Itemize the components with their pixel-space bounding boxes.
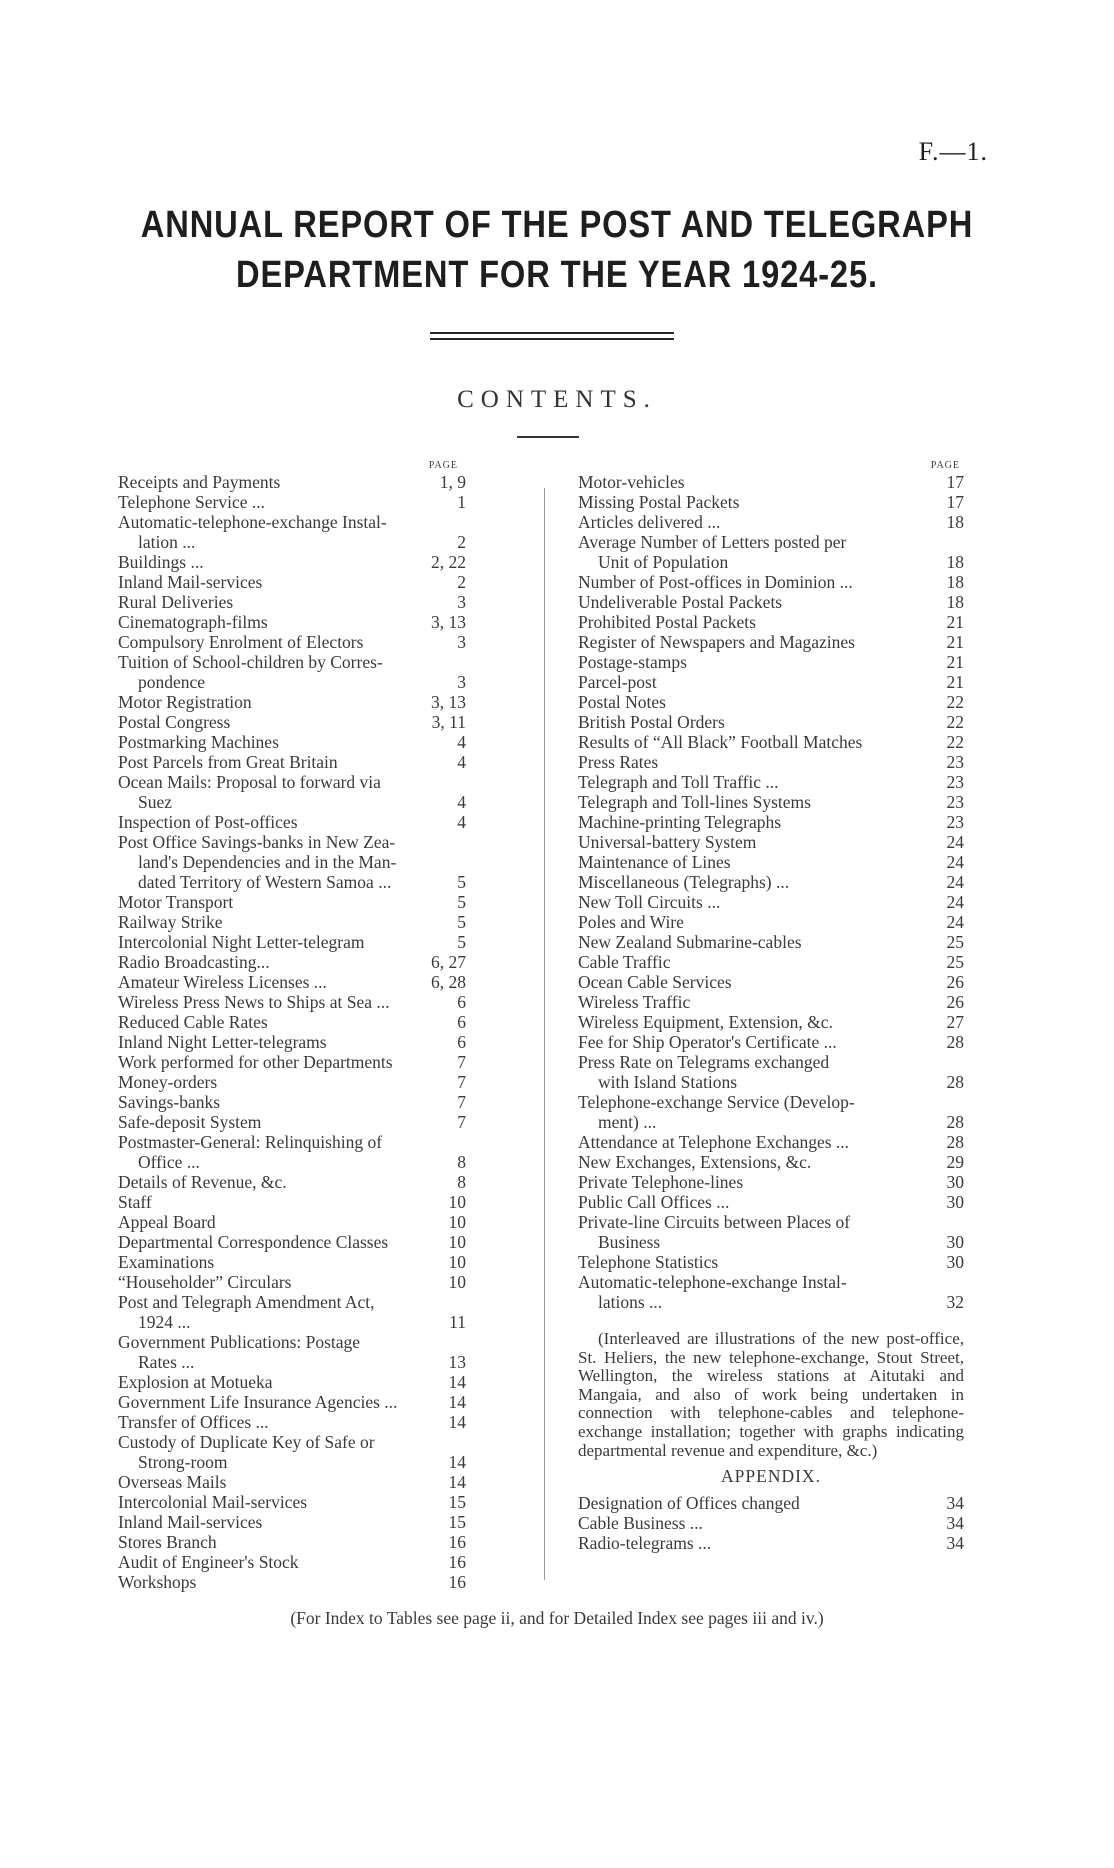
contents-entry [118,632,466,652]
entry-title: Radio-telegrams ... [578,1533,712,1554]
entry-title: Government Life Insurance Agencies ... [118,1392,398,1412]
entry-page: 16 [448,1532,466,1552]
entry-page: 7 [457,1072,466,1092]
entry-page: 18 [946,512,964,532]
entry-title: Staff [118,1192,152,1212]
entry-title: Workshops [118,1572,197,1592]
contents-entry [578,952,964,972]
entry-page: 2 [457,572,466,592]
entry-page: 4 [457,752,466,772]
entry-page: 4 [457,812,466,832]
contents-entry [118,932,466,952]
contents-entry [118,1052,466,1072]
report-title-line-1: ANNUAL REPORT OF THE POST AND TELEGRAPH [140,204,974,246]
contents-entry [118,1072,466,1092]
page-column-label: PAGE [428,460,458,471]
entry-title: New Exchanges, Extensions, &c. [578,1152,812,1172]
entry-title: Motor Registration [118,692,252,712]
contents-entry [578,812,964,832]
contents-entry [578,892,964,912]
entry-title: Appeal Board [118,1212,216,1232]
entry-title: Press Rate on Telegrams exchanged with Island Stations [578,1052,930,1092]
contents-entry [118,1412,466,1432]
entry-title: Audit of Engineer's Stock [118,1552,299,1572]
entry-page: 6, 28 [431,972,466,992]
entry-page: 10 [448,1212,466,1232]
entry-page: 5 [457,872,466,892]
contents-entry [578,532,964,572]
contents-entry [578,972,964,992]
entry-title: Motor Transport [118,892,234,912]
entry-title: Transfer of Offices ... [118,1412,269,1432]
entry-title: Missing Postal Packets [578,492,740,512]
entry-page: 28 [946,1132,964,1152]
page-reference: F.—1. [918,137,988,166]
entry-page: 10 [448,1272,466,1292]
entry-title: Work performed for other Departments [118,1052,393,1072]
entry-title: Inland Night Letter-telegrams [118,1032,327,1052]
contents-entry [118,812,466,832]
entry-page: 3, 11 [431,712,466,732]
entry-title: Rural Deliveries [118,592,234,612]
entry-page: 6 [457,1012,466,1032]
entry-page: 13 [448,1352,466,1372]
entry-title: Private-line Circuits between Places of Business [578,1212,930,1252]
contents-entry [118,1192,466,1212]
entry-title: Postage-stamps [578,652,687,672]
entry-title: Departmental Correspondence Classes [118,1232,389,1252]
contents-entry [118,1212,466,1232]
contents-entry [578,1052,964,1092]
entry-title: Undeliverable Postal Packets [578,592,783,612]
entry-page: 2 [457,532,466,552]
entry-page: 23 [946,812,964,832]
entry-title: Inspection of Post-offices [118,812,298,832]
entry-page: 30 [946,1192,964,1212]
entry-page: 29 [946,1152,964,1172]
contents-entry [118,1372,466,1392]
entry-page: 10 [448,1232,466,1252]
contents-entry [118,952,466,972]
entry-title-continuation: lation ... [138,532,196,552]
contents-entry [578,572,964,592]
entry-page: 14 [448,1412,466,1432]
entry-page: 28 [946,1112,964,1132]
entry-title: New Toll Circuits ... [578,892,721,912]
entry-title-continuation: Suez [138,792,173,812]
contents-entry [118,1032,466,1052]
entry-title: Reduced Cable Rates [118,1012,268,1032]
entry-title: Prohibited Postal Packets [578,612,756,632]
contents-entry [578,1252,964,1272]
contents-entry [118,732,466,752]
interleaved-note: (Interleaved are illustrations of the new post-office, St. Heliers, the new telephone-exchange, Stout Street, Wellington, the wireless stations at Aitutaki and Mangaia, and also of work being undertaken in connection with telephone-cables and telephone-exchange installation; together with graphs indicating departmental revenue and expenditure, &c.) [578,1329,964,1460]
entry-title: Amateur Wireless Licenses ... [118,972,327,992]
entry-title: Private Telephone-lines [578,1172,744,1192]
entry-title: Examinations [118,1252,215,1272]
contents-entry [118,832,466,892]
entry-title-continuation: pondence [138,672,206,692]
entry-title: Machine-printing Telegraphs [578,812,782,832]
contents-entry [578,1212,964,1252]
entry-page: 34 [946,1513,964,1534]
entry-title: Telephone-exchange Service (Develop- ment) ... [578,1092,930,1132]
entry-title-continuation: with Island Stations [598,1072,738,1092]
contents-entry [578,912,964,932]
contents-entry [578,1012,964,1032]
contents-entry [578,992,964,1012]
entry-page: 30 [946,1232,964,1252]
contents-entry [578,612,964,632]
column-divider [544,488,545,1580]
entry-title-continuation: Business [598,1232,661,1252]
contents-entry [118,1552,466,1572]
entry-page: 34 [946,1533,964,1554]
entry-page: 8 [457,1172,466,1192]
entry-page: 34 [946,1493,964,1514]
contents-entry [578,712,964,732]
contents-entry [118,1512,466,1532]
contents-entry [578,1132,964,1152]
contents-entry [118,772,466,812]
entry-page: 6 [457,1032,466,1052]
contents-entry [578,632,964,652]
entry-title: Safe-deposit System [118,1112,262,1132]
entry-title: Register of Newspapers and Magazines [578,632,855,652]
contents-entry [118,992,466,1012]
entry-title: Stores Branch [118,1532,217,1552]
entry-page: 14 [448,1452,466,1472]
entry-page: 15 [448,1492,466,1512]
contents-entry [578,652,964,672]
contents-entry [118,1532,466,1552]
entry-page: 14 [448,1372,466,1392]
entry-page: 3 [457,672,466,692]
entry-title-continuation: land's Dependencies and in the Man- dated Territory of Western Samoa ... [138,852,397,892]
contents-entry [118,912,466,932]
entry-title: Telegraph and Toll-lines Systems [578,792,811,812]
entry-title: Intercolonial Night Letter-telegram [118,932,365,952]
entry-page: 22 [946,712,964,732]
title-rule-bottom [430,338,674,340]
entry-page: 21 [946,672,964,692]
entry-title: Cinematograph-films [118,612,268,632]
entry-page: 25 [946,952,964,972]
right-entry-list [578,472,964,1312]
entry-page: 16 [448,1572,466,1592]
entry-title: Cable Business ... [578,1513,703,1534]
contents-entry [118,652,466,692]
entry-title: Ocean Mails: Proposal to forward via Suez [118,772,432,812]
entry-page: 14 [448,1392,466,1412]
contents-entry [578,472,964,492]
entry-page: 25 [946,932,964,952]
entry-title: Number of Post-offices in Dominion ... [578,572,853,592]
appendix-entry-list [578,1493,964,1553]
entry-page: 23 [946,792,964,812]
entry-page: 28 [946,1032,964,1052]
title-rule-top [430,332,674,334]
entry-page: 24 [946,872,964,892]
entry-page: 10 [448,1192,466,1212]
left-entry-list [118,472,466,1592]
entry-title-continuation: Rates ... [138,1352,195,1372]
report-title [78,200,1036,300]
entry-page: 21 [946,612,964,632]
entry-title: Average Number of Letters posted per Unit of Population [578,532,930,572]
entry-title: Wireless Equipment, Extension, &c. [578,1012,833,1032]
contents-entry [118,972,466,992]
footer-note: (For Index to Tables see page ii, and for Detailed Index see pages iii and iv.) [290,1608,824,1628]
entry-page: 18 [946,552,964,572]
entry-page: 30 [946,1252,964,1272]
contents-entry [578,492,964,512]
contents-entry [118,1112,466,1132]
entry-title: Post and Telegraph Amendment Act, 1924 ... [118,1292,432,1332]
entry-page: 3, 13 [431,612,466,632]
entry-page: 17 [946,492,964,512]
entry-page: 24 [946,892,964,912]
entry-title: Telephone Statistics [578,1252,719,1272]
entry-title: Buildings ... [118,552,204,572]
entry-title: Universal-battery System [578,832,757,852]
contents-entry [118,472,466,492]
entry-page: 24 [946,832,964,852]
entry-title-continuation: Unit of Population [598,552,729,572]
entry-title: Intercolonial Mail-services [118,1492,308,1512]
contents-entry [578,592,964,612]
entry-page: 11 [449,1312,466,1332]
entry-page: 5 [457,912,466,932]
contents-entry [118,712,466,732]
contents-entry [118,572,466,592]
contents-entry [118,1332,466,1372]
contents-entry [578,1032,964,1052]
contents-entry [118,1012,466,1032]
entry-page: 6 [457,992,466,1012]
entry-title: Ocean Cable Services [578,972,732,992]
entry-page: 18 [946,592,964,612]
entry-title: Designation of Offices changed [578,1493,800,1514]
contents-entry [118,1432,466,1472]
contents-entry [578,772,964,792]
entry-page: 6, 27 [431,952,466,972]
contents-entry [118,552,466,572]
contents-entry [118,1292,466,1332]
entry-title: Wireless Press News to Ships at Sea ... [118,992,390,1012]
contents-entry [578,1493,964,1513]
entry-title: Custody of Duplicate Key of Safe or Strong-room [118,1432,432,1472]
entry-title: Miscellaneous (Telegraphs) ... [578,872,790,892]
entry-page: 30 [946,1172,964,1192]
contents-entry [118,492,466,512]
entry-title-continuation: Strong-room [138,1452,228,1472]
contents-entry [578,1513,964,1533]
entry-page: 7 [457,1052,466,1072]
contents-entry [578,1533,964,1553]
contents-entry [578,1152,964,1172]
entry-title: Motor-vehicles [578,472,685,492]
entry-page: 8 [457,1152,466,1172]
entry-title: Press Rates [578,752,659,772]
entry-title: Postal Congress [118,712,231,732]
entry-title: Poles and Wire [578,912,684,932]
entry-page: 17 [946,472,964,492]
entry-title: Attendance at Telephone Exchanges ... [578,1132,850,1152]
report-title-line-2: DEPARTMENT FOR THE YEAR 1924-25. [236,254,878,296]
contents-entry [578,932,964,952]
contents-entry [118,1272,466,1292]
contents-entry [118,1232,466,1252]
entry-title: Maintenance of Lines [578,852,731,872]
entry-title: Postmarking Machines [118,732,279,752]
entry-title: Automatic-telephone-exchange Instal- lations ... [578,1272,930,1312]
contents-entry [118,1492,466,1512]
entry-page: 32 [946,1292,964,1312]
entry-page: 3, 13 [431,692,466,712]
entry-title: Post Office Savings-banks in New Zea- land's Dependencies and in the Man- dated Territory of Western Samoa ... [118,832,432,892]
entry-title: Telephone Service ... [118,492,265,512]
entry-title: Telegraph and Toll Traffic ... [578,772,779,792]
contents-left-column [118,460,466,1592]
entry-page: 3 [457,592,466,612]
entry-page: 14 [448,1472,466,1492]
entry-page: 24 [946,852,964,872]
entry-page: 24 [946,912,964,932]
entry-title: Tuition of School-children by Corres- pondence [118,652,432,692]
entry-title: Fee for Ship Operator's Certificate ... [578,1032,837,1052]
entry-title: Cable Traffic [578,952,671,972]
contents-entry [118,1572,466,1592]
entry-page: 1, 9 [439,472,466,492]
entry-page: 4 [457,792,466,812]
entry-page: 16 [448,1552,466,1572]
entry-page: 2, 22 [431,552,466,572]
entry-title: Explosion at Motueka [118,1372,273,1392]
entry-title: Results of “All Black” Football Matches [578,732,863,752]
page-column-label: PAGE [930,460,960,471]
entry-title: Compulsory Enrolment of Electors [118,632,364,652]
entry-title: Public Call Offices ... [578,1192,730,1212]
entry-page: 27 [946,1012,964,1032]
contents-entry [578,1172,964,1192]
contents-entry [578,692,964,712]
contents-entry [118,892,466,912]
entry-page: 26 [946,972,964,992]
entry-page: 1 [457,492,466,512]
entry-title-continuation: ment) ... [598,1112,657,1132]
contents-entry [578,1092,964,1132]
entry-page: 21 [946,652,964,672]
entry-title: Wireless Traffic [578,992,691,1012]
entry-title-continuation: Office ... [138,1152,200,1172]
entry-title: Automatic-telephone-exchange Instal- lation ... [118,512,432,552]
entry-page: 3 [457,632,466,652]
entry-title: Money-orders [118,1072,218,1092]
contents-entry [118,512,466,552]
contents-entry [578,752,964,772]
appendix-heading: APPENDIX. [721,1466,821,1487]
entry-title: New Zealand Submarine-cables [578,932,802,952]
contents-entry [118,612,466,632]
contents-entry [118,752,466,772]
contents-entry [118,592,466,612]
entry-title: Postmaster-General: Relinquishing of Office ... [118,1132,432,1172]
contents-entry [578,792,964,812]
entry-page: 18 [946,572,964,592]
entry-page: 7 [457,1112,466,1132]
contents-entry [118,1472,466,1492]
entry-page: 5 [457,932,466,952]
entry-title-continuation: 1924 ... [138,1312,191,1332]
contents-entry [118,1172,466,1192]
entry-page: 22 [946,732,964,752]
entry-title: Overseas Mails [118,1472,227,1492]
contents-entry [118,1092,466,1112]
contents-entry [578,1192,964,1212]
contents-entry [578,852,964,872]
entry-page: 7 [457,1092,466,1112]
entry-title: Radio Broadcasting... [118,952,270,972]
entry-page: 23 [946,772,964,792]
contents-entry [118,1392,466,1412]
contents-heading: CONTENTS. [457,386,657,413]
entry-title: Government Publications: Postage Rates ... [118,1332,432,1372]
entry-page: 10 [448,1252,466,1272]
contents-entry [578,672,964,692]
contents-entry [578,872,964,892]
entry-title: Inland Mail-services [118,572,263,592]
contents-entry [578,732,964,752]
entry-title: Details of Revenue, &c. [118,1172,287,1192]
contents-entry [578,832,964,852]
entry-title: Inland Mail-services [118,1512,263,1532]
contents-rule [517,436,579,438]
entry-page: 21 [946,632,964,652]
contents-entry [578,512,964,532]
contents-entry [118,692,466,712]
entry-page: 28 [946,1072,964,1092]
entry-title: Post Parcels from Great Britain [118,752,338,772]
contents-entry [578,1272,964,1312]
entry-title: British Postal Orders [578,712,725,732]
entry-title: Railway Strike [118,912,223,932]
entry-title: Parcel-post [578,672,657,692]
entry-page: 22 [946,692,964,712]
entry-page: 23 [946,752,964,772]
entry-title: Receipts and Payments [118,472,281,492]
entry-title-continuation: lations ... [598,1292,663,1312]
entry-title: Postal Notes [578,692,666,712]
contents-entry [118,1132,466,1172]
entry-title: “Householder” Circulars [118,1272,292,1292]
contents-entry [118,1252,466,1272]
entry-page: 15 [448,1512,466,1532]
entry-page: 26 [946,992,964,1012]
entry-page: 5 [457,892,466,912]
entry-title: Articles delivered ... [578,512,721,532]
entry-title: Savings-banks [118,1092,221,1112]
entry-page: 4 [457,732,466,752]
contents-right-column [578,460,964,1553]
